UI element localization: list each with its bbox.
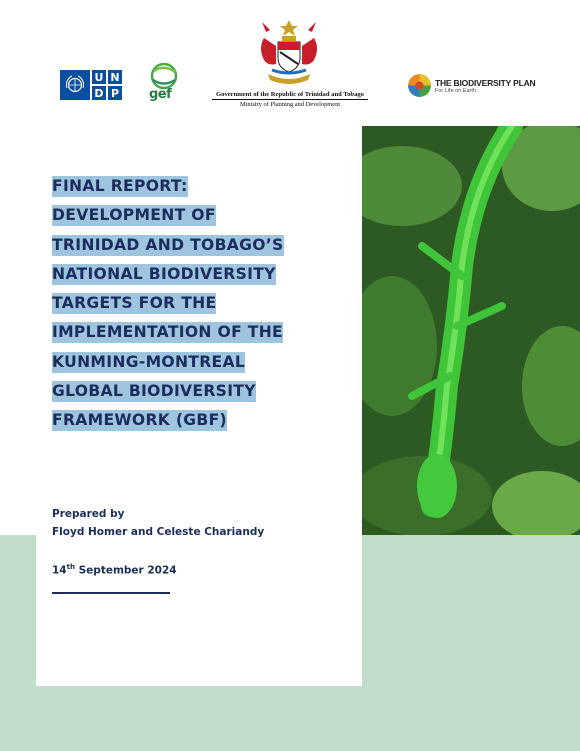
biodiversity-plan-title: THE BIODIVERSITY PLAN [435, 78, 536, 88]
undp-logo [60, 70, 122, 100]
title-line: FRAMEWORK (GBF) [52, 411, 227, 430]
date-underline [52, 592, 170, 594]
government-name: Government of the Republic of Trinidad and Tobago [216, 91, 364, 98]
undp-letter: P [108, 86, 122, 100]
title-line: TARGETS FOR THE [52, 294, 217, 313]
undp-letter: D [92, 86, 106, 100]
cover-photo-iguana [362, 126, 580, 535]
un-emblem-icon [60, 70, 90, 100]
biodiversity-plan-subtitle: For Life on Earth [435, 88, 476, 94]
report-title [52, 172, 352, 436]
gef-label: gef [149, 87, 172, 102]
government-divider [212, 99, 368, 100]
undp-letter: N [108, 70, 122, 84]
coat-of-arms-icon [254, 18, 324, 86]
ministry-name: Ministry of Planning and Development [239, 101, 341, 108]
date-suffix: th [66, 563, 75, 571]
title-line: NATIONAL BIODIVERSITY [52, 264, 276, 283]
title-line: DEVELOPMENT OF [52, 206, 216, 225]
authors: Floyd Homer and Celeste Chariandy [52, 526, 265, 538]
prepared-by-label: Prepared by [52, 508, 125, 520]
title-line: FINAL REPORT: [52, 177, 188, 195]
biodiversity-plan-logo [408, 74, 536, 97]
title-line: GLOBAL BIODIVERSITY [52, 382, 256, 401]
title-line: KUNMING-MONTREAL [52, 352, 246, 371]
date-day: 14 [52, 564, 67, 577]
title-line: TRINIDAD AND TOBAGO’S [52, 235, 284, 254]
report-date [52, 563, 177, 577]
biodiversity-circle-icon [408, 74, 431, 97]
undp-letter: U [92, 70, 106, 84]
title-line: IMPLEMENTATION OF THE [52, 323, 283, 342]
date-month-year: September 2024 [74, 564, 177, 577]
